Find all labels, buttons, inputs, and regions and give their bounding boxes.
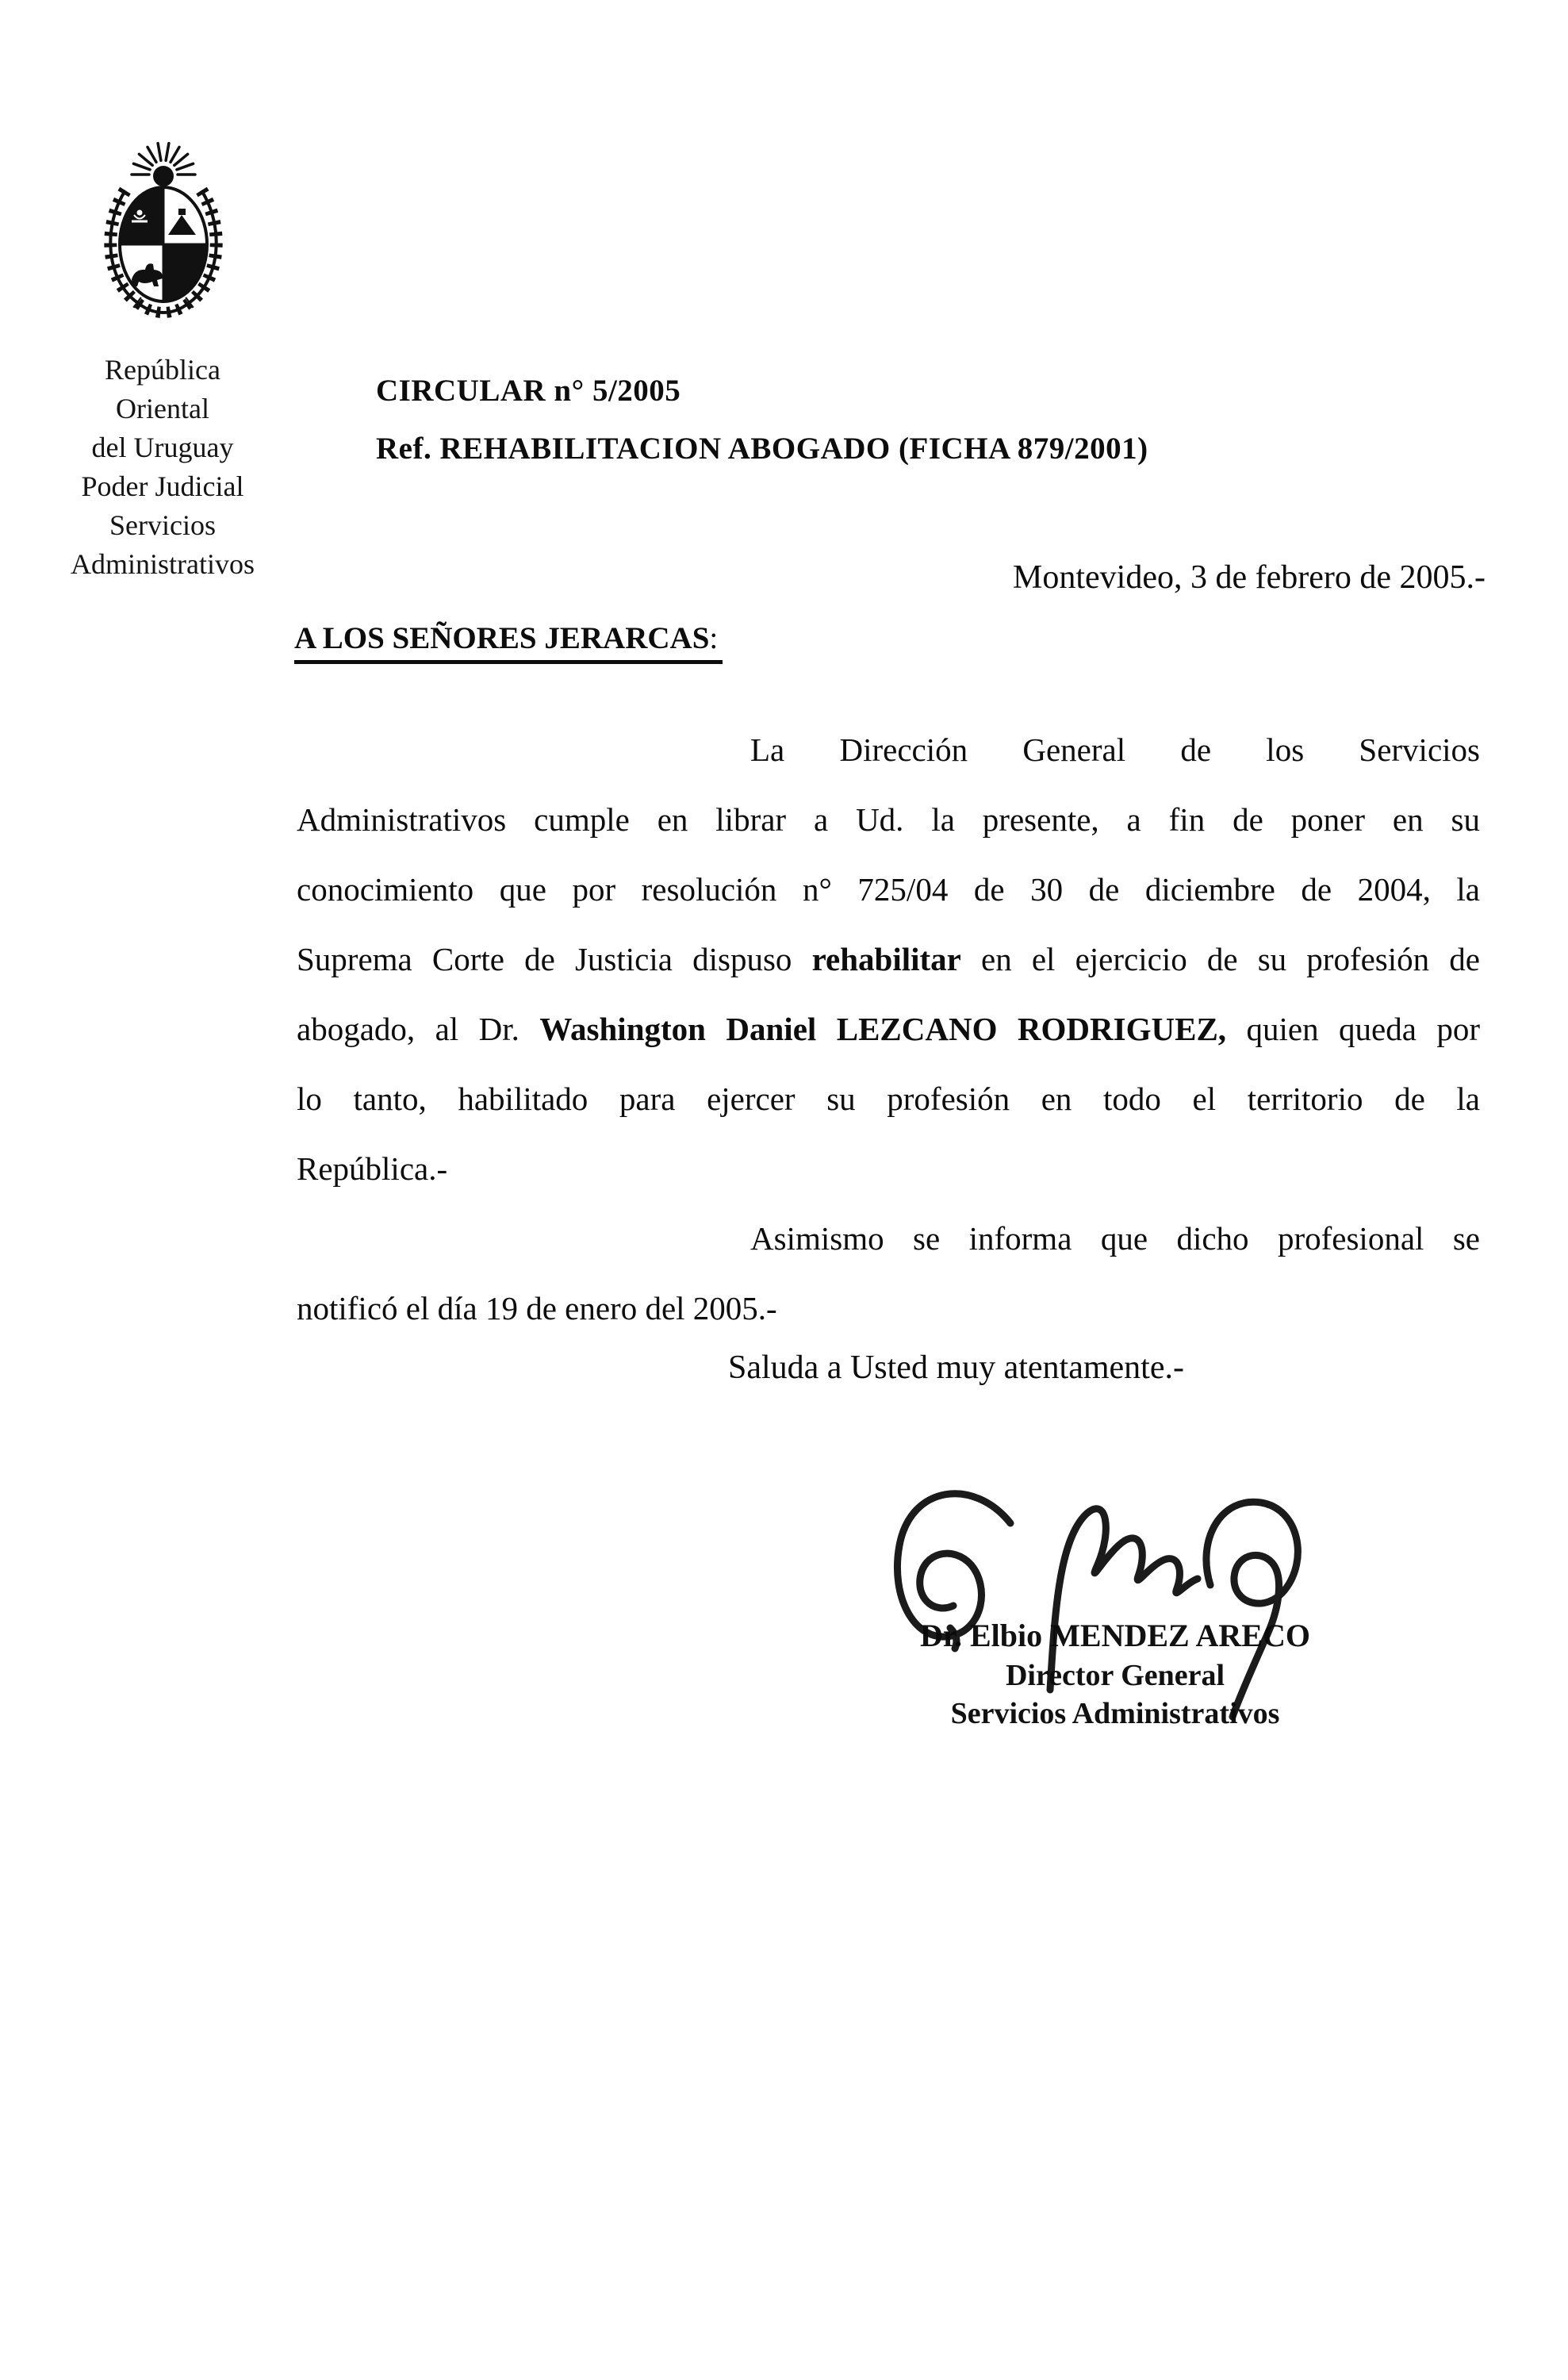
body-text: La Dirección General de los Servicios — [750, 731, 1480, 768]
body-line — [297, 1134, 1480, 1203]
signer-name: Dr. Elbio MENDEZ ARECO — [920, 1618, 1310, 1653]
closing-line: Saluda a Usted muy atentamente.- — [728, 1349, 1184, 1386]
body-text: en el ejercicio de su profesión de — [960, 941, 1481, 977]
signature-block — [887, 1615, 1344, 1733]
signer-title: Director General — [1005, 1659, 1225, 1692]
body-text-bold: Washington Daniel LEZCANO RODRIGUEZ, — [539, 1011, 1227, 1047]
body-line — [297, 715, 1480, 785]
salutation-text: A LOS SEÑORES JERARCAS — [294, 621, 710, 655]
institution-line: Servicios — [109, 509, 216, 541]
institution-line: República — [105, 354, 220, 386]
body-text: Suprema Corte de Justicia dispuso — [297, 941, 812, 977]
body-text: abogado, al Dr. — [297, 1011, 540, 1047]
circular-number: CIRCULAR n° 5/2005 — [376, 374, 681, 408]
sun-icon — [153, 166, 174, 186]
institution-line: Poder Judicial — [81, 470, 244, 502]
body-text-bold: rehabilitar — [811, 941, 961, 977]
institution-line: del Uruguay — [91, 432, 234, 463]
body-line — [297, 1064, 1480, 1134]
salutation-colon: : — [709, 621, 719, 655]
body-text: notificó el día 19 de enero del 2005.- — [297, 1290, 777, 1326]
body-text: lo tanto, habilitado para ejercer su profesión en todo el territorio de la — [297, 1081, 1480, 1117]
body-line — [297, 924, 1480, 994]
signer-office: Servicios Administrativos — [950, 1697, 1280, 1730]
uruguay-coat-of-arms-icon — [98, 140, 228, 322]
body-line — [297, 1203, 1480, 1273]
body-line — [297, 994, 1480, 1064]
shield-icon — [120, 187, 207, 301]
body-text: quien queda por — [1226, 1011, 1481, 1047]
dateline: Montevideo, 3 de febrero de 2005.- — [1013, 559, 1486, 596]
body-lines — [297, 715, 1480, 1343]
body-text: Administrativos cumple en librar a Ud. la presente, a fin de poner en su — [297, 801, 1480, 838]
body-text: conocimiento que por resolución n° 725/04 de 30 de diciembre de 2004, la — [297, 871, 1480, 908]
institution-line: Administrativos — [71, 548, 255, 580]
reference-line: Ref. REHABILITACION ABOGADO (FICHA 879/2001) — [376, 432, 1148, 466]
body-line — [297, 854, 1480, 924]
body-text: República.- — [297, 1150, 448, 1187]
institution-line: Oriental — [116, 393, 209, 424]
body-line — [297, 1273, 1480, 1343]
salutation — [294, 620, 723, 664]
institution-name — [10, 351, 316, 584]
body-text: Asimismo se informa que dicho profesional se — [750, 1220, 1480, 1257]
body-line — [297, 785, 1480, 854]
